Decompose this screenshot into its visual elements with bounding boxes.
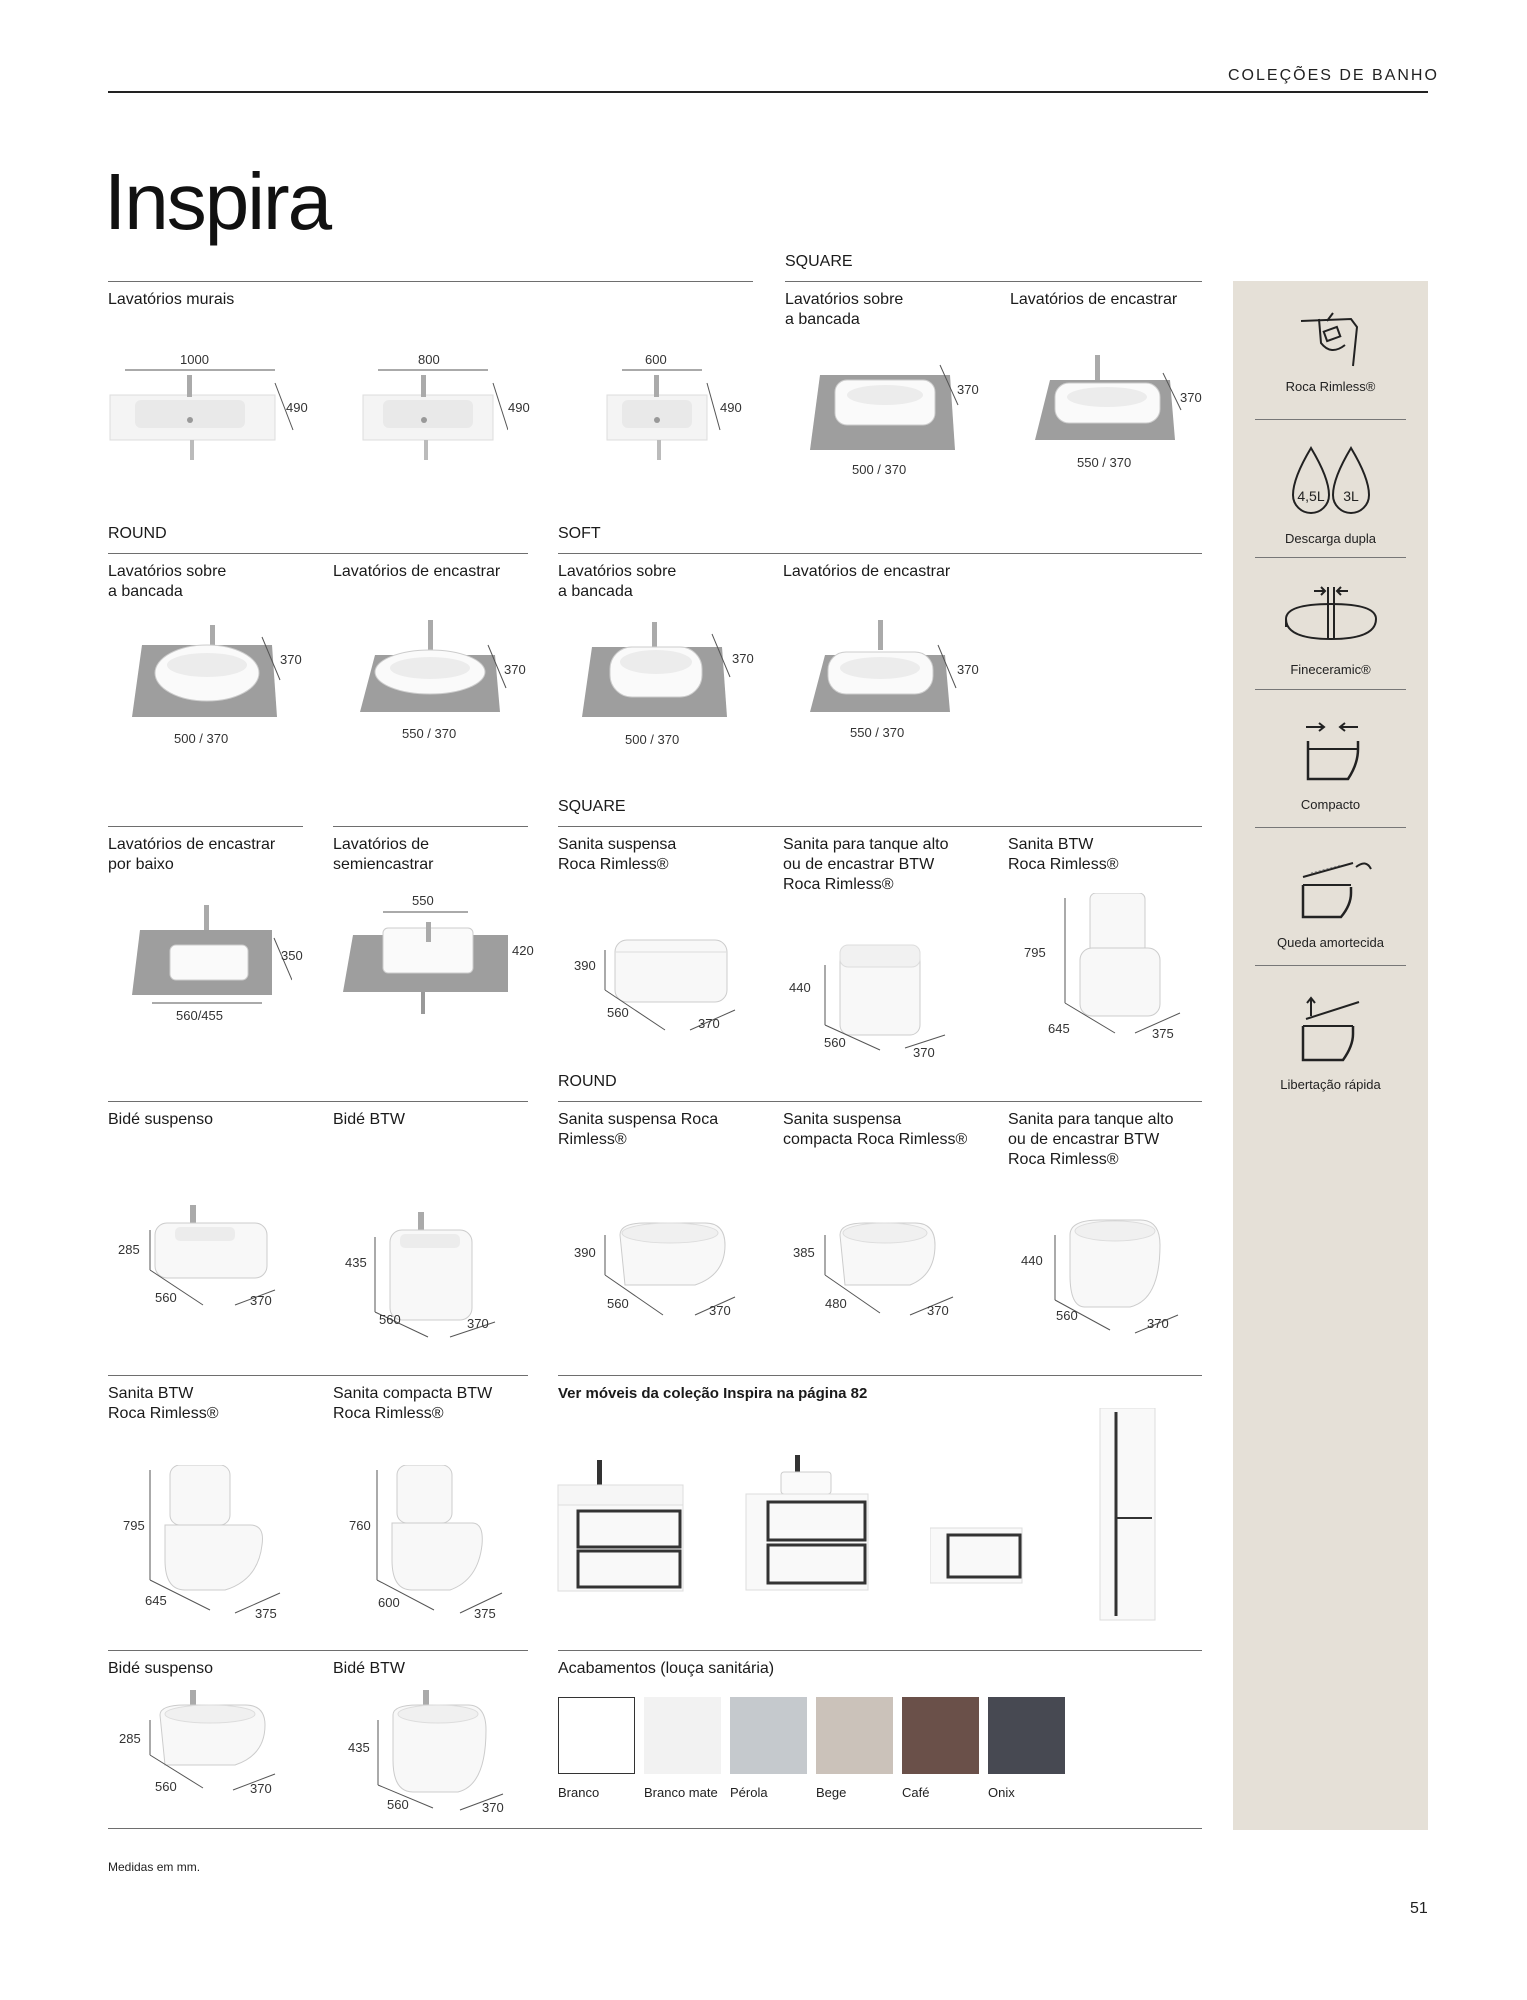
section-rule [108,1650,528,1651]
dim-h: 285 [118,1242,140,1257]
feature-quick-release [1255,994,1406,1092]
dim-w: 370 [709,1303,731,1318]
dim-w: 375 [474,1606,496,1621]
feature-soft-close [1255,855,1406,950]
dim-d: 560 [824,1035,846,1050]
furniture-vanity-basin [555,1455,690,1595]
group-soft: SOFT [558,525,601,542]
dim-h: 760 [349,1518,371,1533]
furniture-column [1098,1408,1158,1623]
dim-d: 560 [607,1005,629,1020]
dim-h: 435 [345,1255,367,1270]
section-rule [785,281,1202,282]
dim-w: 370 [927,1303,949,1318]
footer-rule [108,1828,1202,1829]
dual-flush-value-half: 3L [1342,488,1359,504]
dual-flush-value-full: 4,5L [1296,488,1325,504]
undercounter-basin [132,905,292,1010]
swatch-branco-mate [644,1697,721,1774]
section-rule [558,1375,1202,1376]
dim-d: 560 [387,1797,409,1812]
dim-width: 1000 [180,352,209,367]
dim-w: 370 [698,1016,720,1031]
dim-base: 560/455 [176,1008,223,1023]
feature-compact [1255,719,1406,812]
swatch-label: Branco [558,1785,600,1800]
inset-basin-round [360,620,510,720]
btw-wc-square [1050,893,1190,1043]
feature-divider [1255,557,1406,558]
dim-side: 370 [280,652,302,667]
rimless-icon [1291,311,1371,371]
product-label: Bidé suspenso [108,1111,213,1128]
product-label: Lavatórios sobre a bancada [558,563,677,600]
dim-side: 420 [512,943,534,958]
swatch-branco [558,1697,635,1774]
dim-depth: 490 [286,400,308,415]
dim-h: 385 [793,1245,815,1260]
section-heading-murais: Lavatórios murais [108,291,235,308]
measurements-note: Medidas em mm. [108,1860,201,1874]
feature-rimless [1255,311,1406,394]
dim-w: 375 [1152,1026,1174,1041]
feature-name: Roca Rimless® [1285,379,1376,394]
semirecessed-basin [343,910,513,1015]
dim-d: 560 [155,1779,177,1794]
section-rule [558,1101,1202,1102]
dim-d: 560 [155,1290,177,1305]
furniture-wall-unit [930,1523,1025,1588]
swatch-cafe [902,1697,979,1774]
feature-divider [1255,689,1406,690]
product-label: Lavatórios de encastrar [1010,291,1178,308]
dim-w: 370 [467,1316,489,1331]
product-label: Sanita BTW Roca Rimless® [108,1385,219,1422]
feature-name: Compacto [1300,797,1361,812]
product-label: Lavatórios de semiencastrar [333,836,434,873]
feature-name: Descarga dupla [1284,531,1377,546]
product-label: Sanita suspensa Roca Rimless® [558,836,677,873]
section-rule [558,826,1202,827]
section-rule [558,1650,1202,1651]
feature-divider [1255,419,1406,420]
dim-d: 645 [145,1593,167,1608]
furniture-vanity-countertop [743,1450,873,1595]
section-rule [108,281,753,282]
product-label: Sanita para tanque alto ou de encastrar BTW Roca Rimless® [1008,1111,1174,1168]
dim-h: 390 [574,1245,596,1260]
section-rule [108,553,528,554]
dim-d: 560 [1056,1308,1078,1323]
wall-wc-square [595,930,755,1040]
dim-width: 600 [645,352,667,367]
dim-side: 370 [732,651,754,666]
product-label: Sanita suspensa Roca Rimless® [558,1111,719,1148]
dim-d: 480 [825,1296,847,1311]
feature-fineceramic [1255,579,1406,677]
product-label: Sanita BTW Roca Rimless® [1008,836,1119,873]
swatch-label: Onix [988,1785,1015,1800]
dim-base: 550 / 370 [1077,455,1132,470]
dim-base: 500 / 370 [625,732,680,747]
finishes-heading: Acabamentos (louça sanitária) [558,1660,775,1677]
dim-d: 560 [607,1296,629,1311]
group-square: SQUARE [785,253,853,270]
swatch-label: Café [902,1785,930,1800]
dim-h: 285 [119,1731,141,1746]
dim-w: 370 [250,1293,272,1308]
dim-w: 375 [255,1606,277,1621]
section-rule [333,826,528,827]
product-label: Bidé suspenso [108,1660,213,1677]
dim-w: 370 [913,1045,935,1060]
dim-d: 600 [378,1595,400,1610]
dim-d: 645 [1048,1021,1070,1036]
product-label: Bidé BTW [333,1111,406,1128]
dim-side: 370 [504,662,526,677]
dim-h: 795 [123,1518,145,1533]
feature-name: Libertação rápida [1280,1077,1381,1092]
swatch-label: Branco mate [644,1785,718,1800]
section-rule [108,1375,528,1376]
category-title: COLEÇÕES DE BANHO [1228,67,1439,84]
quick-release-icon [1281,994,1381,1069]
feature-name: Queda amortecida [1277,935,1384,950]
group-round-wc: ROUND [558,1073,617,1090]
countertop-basin-square [810,360,970,450]
product-label: Bidé BTW [333,1660,406,1677]
product-label: Lavatórios sobre a bancada [785,291,904,328]
product-label: Lavatórios de encastrar [783,563,951,580]
dual-flush-icon [1281,443,1381,523]
soft-close-icon [1281,855,1381,927]
product-label: Lavatórios de encastrar [333,563,501,580]
swatch-bege [816,1697,893,1774]
page-number: 51 [1410,1900,1428,1917]
feature-dual-flush [1255,443,1406,546]
product-label: Sanita para tanque alto ou de encastrar BTW Roca Rimless® [783,836,949,893]
dim-w: 370 [250,1781,272,1796]
feature-divider [1255,827,1406,828]
product-label: Sanita compacta BTW Roca Rimless® [333,1385,493,1422]
dim-side: 350 [281,948,303,963]
dim-d: 560 [379,1312,401,1327]
furniture-link[interactable]: Ver móveis da coleção Inspira na página 82 [558,1385,868,1402]
swatch-perola [730,1697,807,1774]
countertop-basin-round [132,625,292,725]
dim-h: 440 [789,980,811,995]
dim-depth: 490 [508,400,530,415]
dim-base: 550 / 370 [850,725,905,740]
dim-side: 370 [1180,390,1202,405]
dim-side: 370 [957,382,979,397]
dim-h: 435 [348,1740,370,1755]
section-rule [108,1101,528,1102]
product-label: Lavatórios de encastrar por baixo [108,836,276,873]
swatch-label: Pérola [730,1785,768,1800]
compact-icon [1286,719,1376,789]
group-round: ROUND [108,525,167,542]
section-rule [558,553,1202,554]
dim-h: 795 [1024,945,1046,960]
dim-w: 370 [1147,1316,1169,1331]
section-rule [108,826,303,827]
countertop-basin-soft [582,622,742,722]
feature-divider [1255,965,1406,966]
page-title: Inspira [104,157,331,246]
header-rule [108,91,1428,93]
dim-side: 370 [957,662,979,677]
dim-top: 550 [412,893,434,908]
product-label: Lavatórios sobre a bancada [108,563,227,600]
dim-base: 550 / 370 [402,726,457,741]
swatch-onix [988,1697,1065,1774]
swatch-label: Bege [816,1785,847,1800]
dim-h: 390 [574,958,596,973]
fineceramic-icon [1276,579,1386,654]
dim-width: 800 [418,352,440,367]
dim-depth: 490 [720,400,742,415]
dim-base: 500 / 370 [174,731,229,746]
dim-base: 500 / 370 [852,462,907,477]
inset-basin-square [1035,355,1185,445]
inset-basin-soft [810,620,960,720]
dim-w: 370 [482,1800,504,1815]
group-square-wc: SQUARE [558,798,626,815]
features-sidebar [1233,281,1428,1830]
feature-name: Fineceramic® [1290,662,1371,677]
dim-h: 440 [1021,1253,1043,1268]
product-label: Sanita suspensa compacta Roca Rimless® [783,1111,968,1148]
